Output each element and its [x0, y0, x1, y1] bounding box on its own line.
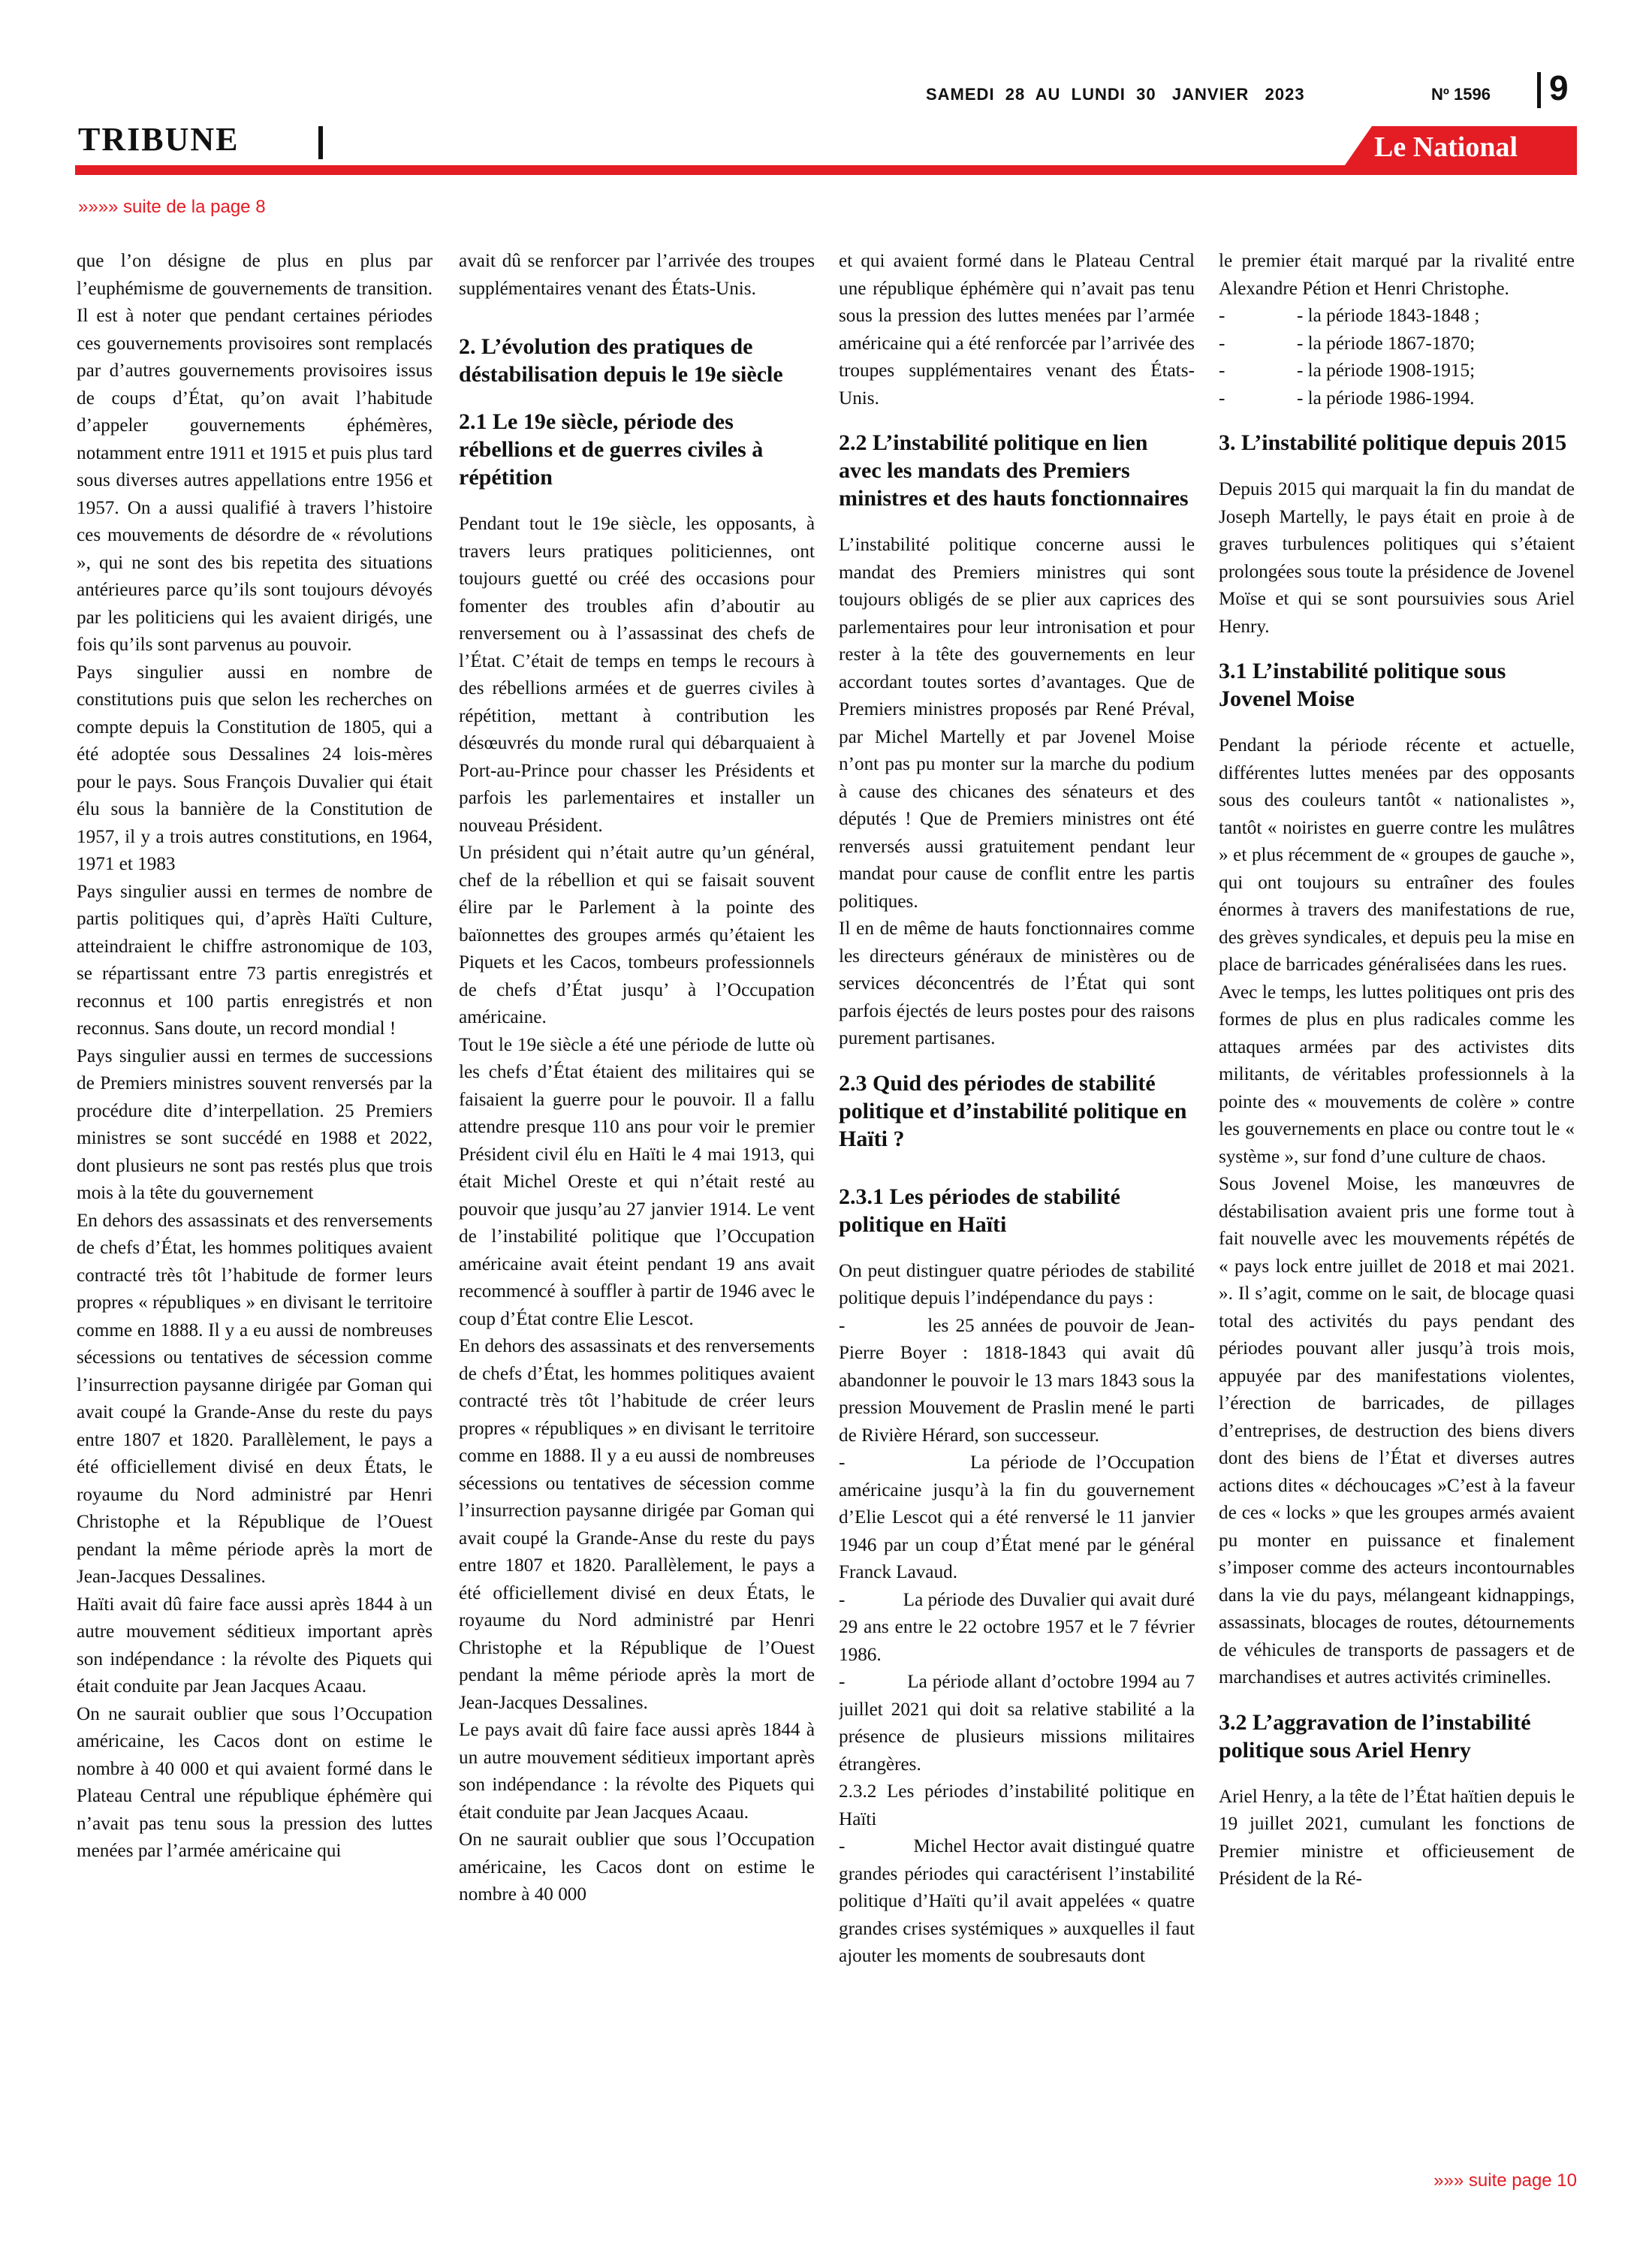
page-number: 9: [1549, 68, 1569, 107]
paragraph: 2.3.2 Les périodes d’instabilité politique en Haïti: [839, 1781, 1195, 1829]
paragraph: On ne saurait oublier que sous l’Occupation américaine, les Cacos dont on estime le nombre à 40 000 et qui avaient formé dans le Plateau Central une république éphémère qui n’avait pas tenu sous la pression des luttes menées par l’armée américaine qui: [77, 1703, 433, 1861]
paragraph: En dehors des assassinats et des renversements de chefs d’État, les hommes politiques avaient contracté très tôt l’habitude de former leurs propres « républiques » en divisant le territoire comme en 1888. Il y a eu aussi de nombreuses sécessions ou tentatives de sécession comme l’insurrection paysanne dirigée par Goman qui avait coupé la Grande-Anse du reste du pays entre 1807 et 1820. Parallèlement, le pays a été officiellement divisé en deux États, le royaume du Nord administré par Henri Christophe et la République de l’Ouest pendant la même période après la mort de Jean-Jacques Dessalines.: [77, 1210, 433, 1587]
paragraph: Il en de même de hauts fonctionnaires comme les directeurs généraux de ministères ou de services déconcentrés de l’État qui sont parfois éjectés de leurs postes pour des raisons purement partisanes.: [839, 918, 1195, 1048]
list-dash: -: [1219, 360, 1225, 381]
section-title: TRIBUNE: [78, 121, 240, 158]
subsection-heading: 2.3 Quid des périodes de stabilité politique et d’instabilité politique en Haïti ?: [839, 1070, 1187, 1151]
section-divider: [318, 126, 323, 159]
list-item: [1219, 385, 1575, 413]
paragraph: avait dû se renforcer par l’arrivée des troupes supplémentaires venant des États-Unis.: [459, 251, 815, 299]
issue-number: Nº 1596: [1431, 85, 1491, 104]
continued-from-link[interactable]: »»»» suite de la page 8: [78, 197, 266, 217]
article-column-2: [459, 248, 815, 2148]
paragraph: Ariel Henry, a la tête de l’État haïtien depuis le 19 juillet 2021, cumulant les fonctions de Premier ministre et officieusement de Président de la Ré-: [1219, 1786, 1575, 1889]
list-item-text: - la période 1986-1994.: [1297, 388, 1475, 409]
article-column-4: [1219, 248, 1575, 2148]
list-item: [1219, 330, 1575, 358]
article-column-1: [77, 248, 433, 2148]
list-dash: -: [1219, 388, 1225, 409]
paragraph: Depuis 2015 qui marquait la fin du mandat de Joseph Martelly, le pays était en proie à de graves turbulences politiques qui s’étaient prolongées sous toute la présidence de Jovenel Moïse et qui se sont poursuivies sous Ariel Henry.: [1219, 479, 1575, 637]
subsection-heading: 2.1 Le 19e siècle, période des rébellions et de guerres civiles à répétition: [459, 409, 764, 490]
paragraph: Pays singulier aussi en termes de successions de Premiers ministres souvent renversés par la procédure dite d’interpellation. 25 Premiers ministres se sont succédé en 1988 et 2022, dont plusieurs ne sont pas restés plus que trois mois à la tête du gouvernement: [77, 1045, 433, 1203]
subsection-heading: 2.2 L’instabilité politique en lien avec les mandats des Premiers ministres et des hauts fonctionnaires: [839, 430, 1189, 511]
paragraph: Tout le 19e siècle a été une période de lutte où les chefs d’État étaient des militaires qui se faisaient la guerre pour le pouvoir. Il a fallu attendre presque 110 ans pour voir le premier Président civil élu en Haïti le 4 mai 1913, qui était Michel Oreste et qui n’était resté au pouvoir que jusqu’au 27 janvier 1914. Le vent de l’instabilité politique que l’Occupation américaine avait éteint pendant 19 ans avait recommencé à souffler à partir de 1946 avec le coup d’État contre Elie Lescot.: [459, 1034, 815, 1329]
paragraph: Avec le temps, les luttes politiques ont pris des formes de plus en plus radicales comme les attaques armées par des activistes dits militants, de véritables professionnels à la pointe des « mouvements de colère » contre les gouvernements en place ou contre tout le « système », sur fond d’une culture de chaos.: [1219, 982, 1575, 1167]
list-item: - La période de l’Occupation américaine jusqu’à la fin du gouvernement d’Elie Lescot qui a été renversé le 11 janvier 1946 par un coup d’État mené par le général Franck Lavaud.: [839, 1452, 1195, 1582]
paragraph: et qui avaient formé dans le Plateau Central une république éphémère qui n’avait pas tenu sous la pression des luttes menées par l’armée américaine qui a été renforcée par l’arrivée des troupes supplémentaires venant des États-Unis.: [839, 251, 1195, 409]
list-item-text: - la période 1867-1870;: [1297, 333, 1476, 354]
paragraph: On ne saurait oublier que sous l’Occupation américaine, les Cacos dont on estime le nombre à 40 000: [459, 1829, 815, 1905]
header-divider: [1537, 72, 1541, 108]
list-dash: -: [1219, 333, 1225, 354]
continued-to-link[interactable]: »»» suite page 10: [1433, 2170, 1577, 2191]
paragraph: Pays singulier aussi en termes de nombre de partis politiques qui, d’après Haïti Culture, atteindraient le chiffre astronomique de 103, se répartissant entre 73 partis enregistrés et reconnus et 100 partis enregistrés et non reconnus. Sans doute, un record mondial !: [77, 881, 433, 1039]
list-item-text: - la période 1843-1848 ;: [1297, 306, 1480, 326]
paragraph: Un président qui n’était autre qu’un général, chef de la rébellion et qui se faisait souvent élire par le Parlement à la pointe des baïonnettes des groupes armés qu’étaient les Piquets et les Cacos, tombeurs professionnels de chefs d’État jusqu’ à l’Occupation américaine.: [459, 843, 815, 1027]
list-item: [1219, 303, 1575, 330]
list-dash: -: [1219, 306, 1225, 326]
article-column-3: [839, 248, 1195, 2148]
paragraph: le premier était marqué par la rivalité entre Alexandre Pétion et Henri Christophe.: [1219, 251, 1575, 299]
paragraph: Le pays avait dû faire face aussi après 1844 à un autre mouvement séditieux important après son indépendance : la révolte des Piquets qui était conduite par Jean Jacques Acaau.: [459, 1720, 815, 1823]
list-item: - La période des Duvalier qui avait duré 29 ans entre le 22 octobre 1957 et le 7 février 1986.: [839, 1589, 1195, 1665]
list-item: [1219, 357, 1575, 385]
paragraph: Pays singulier aussi en nombre de constitutions puis que selon les recherches on compte depuis la Constitution de 1805, qui a été adoptée sous Dessalines 24 lois-mères pour le pays. Sous François Duvalier qui était élu sous la bannière de la Constitution de 1957, il y a trois autres constitutions, en 1964, 1971 et 1983: [77, 662, 433, 874]
subsection-heading: 3.2 L’aggravation de l’instabilité politique sous Ariel Henry: [1219, 1709, 1531, 1763]
list-item: - les 25 années de pouvoir de Jean-Pierre Boyer : 1818-1843 qui avait dû abandonner le pouvoir le 13 mars 1843 sous la pression Mouvement de Praslin mené le parti de Rivière Hérard, son successeur.: [839, 1315, 1195, 1446]
list-item: - Michel Hector avait distingué quatre grandes périodes qui caractérisent l’instabilité politique d’Haïti qu’il avait appelées « quatre grandes crises systémiques » auxquelles il faut ajouter les moments de soubresauts dont: [839, 1836, 1195, 1966]
paragraph: On peut distinguer quatre périodes de stabilité politique depuis l’indépendance du pays :: [839, 1260, 1195, 1308]
paragraph: En dehors des assassinats et des renversements de chefs d’État, les hommes politiques avaient contracté très tôt l’habitude de créer leurs propres « républiques » en divisant le territoire comme en 1888. Il y a eu aussi de nombreuses sécessions ou tentatives de sécession comme l’insurrection paysanne dirigée par Goman qui avait coupé la Grande-Anse du reste du pays entre 1807 et 1820. Parallèlement, le pays a été officiellement divisé en deux États, le royaume du Nord administré par Henri Christophe et la République de l’Ouest pendant la même période après la mort de Jean-Jacques Dessalines.: [459, 1336, 815, 1713]
paragraph: Sous Jovenel Moise, les manœuvres de déstabilisation avaient pris une forme tout à fait nouvelle avec les mouvements répétés de « pays lock entre juillet de 2018 et mai 2021. ». Il s’agit, comme on le sait, de blocage quasi total des activités du pays pendant des périodes pouvant aller jusqu’à trois mois, appuyée par des manifestations violentes, l’érection de barricades, de pillages d’entreprises, de destruction des biens divers dont des biens de l’État et diverses autres actions dites « déchoucages »C’est à la faveur de ces « locks » que les groupes armés avaient pu monter en puissance et finalement s’imposer comme des acteurs incontournables dans la vie du pays, mélangeant kidnappings, assassinats, blocages de routes, détournements de véhicules de transports de passagers et de marchandises et autres activités criminelles.: [1219, 1174, 1575, 1687]
newspaper-logo: Le National: [1374, 131, 1518, 163]
list-item-text: - la période 1908-1915;: [1297, 360, 1476, 381]
subsection-heading: 2.3.1 Les périodes de stabilité politique en Haïti: [839, 1184, 1120, 1237]
issue-date: SAMEDI 28 AU LUNDI 30 JANVIER 2023: [926, 85, 1305, 104]
paragraph: que l’on désigne de plus en plus par l’euphémisme de gouvernements de transition. Il est à noter que pendant certaines périodes ces gouvernements provisoires sont remplacés par d’autres gouvernements provisoires issus de coups d’État, qu’on avait l’habitude d’appeler gouvernements éphémères, notamment entre 1911 et 1915 et puis plus tard sous diverses autres appellations entre 1956 et 1957. On a aussi qualifié à travers l’histoire ces mouvements de désordre de « révolutions », qui ne sont des bis repetita des situations antérieures parce qu’ils sont toujours dévoyés par les politiciens qui les avaient dirigés, une fois qu’ils sont parvenus au pouvoir.: [77, 251, 433, 655]
section-heading: 2. L’évolution des pratiques de déstabilisation depuis le 19e siècle: [459, 334, 783, 387]
paragraph: L’instabilité politique concerne aussi le mandat des Premiers ministres qui sont toujours obligés de se plier aux caprices des parlementaires pour leur intronisation et pour rester à la tête des gouvernements en leur accordant toutes sortes d’avantages. Que de Premiers ministres proposés par René Préval, par Michel Martelly et par Jovenel Moise n’ont pas pu monter sur la marche du podium à cause des chicanes des sénateurs et des députés ! Que de Premiers ministres ont été renversés aussi gratuitement pendant leur mandat pour cause de conflit entre les partis politiques.: [839, 535, 1195, 912]
subsection-heading: 3.1 L’instabilité politique sous Jovenel Moise: [1219, 659, 1506, 711]
paragraph: Pendant tout le 19e siècle, les opposants, à travers leurs pratiques politiciennes, ont toujours guetté ou créé des occasions pour fomenter des troubles afin d’aboutir au renversement ou à l’assassinat des chefs de l’État. C’était de temps en temps le recours à des rébellions armées et de guerres civiles à répétition, mettant à contribution les désœuvrés du monde rural qui débarquaient à Port-au-Prince pour chasser les Présidents et parfois les parlementaires et installer un nouveau Président.: [459, 514, 815, 836]
list-item: - La période allant d’octobre 1994 au 7 juillet 2021 qui doit sa relative stabilité a la présence de plusieurs missions militaires étrangères.: [839, 1672, 1195, 1775]
paragraph: Haïti avait dû faire face aussi après 1844 à un autre mouvement séditieux important après son indépendance : la révolte des Piquets qui était conduite par Jean Jacques Acaau.: [77, 1594, 433, 1697]
paragraph: Pendant la période récente et actuelle, différentes luttes menées par des opposants sous des couleurs tantôt « nationalistes », tantôt « noiristes en guerre contre les mulâtres » et plus récemment de « groupes de gauche », qui ont toujours su entraîner des foules énormes à travers des manifestations de rue, des grèves syndicales, et depuis peu la mise en place de barricades généralisées dans les rues.: [1219, 735, 1575, 975]
section-heading: 3. L’instabilité politique depuis 2015: [1219, 430, 1567, 455]
